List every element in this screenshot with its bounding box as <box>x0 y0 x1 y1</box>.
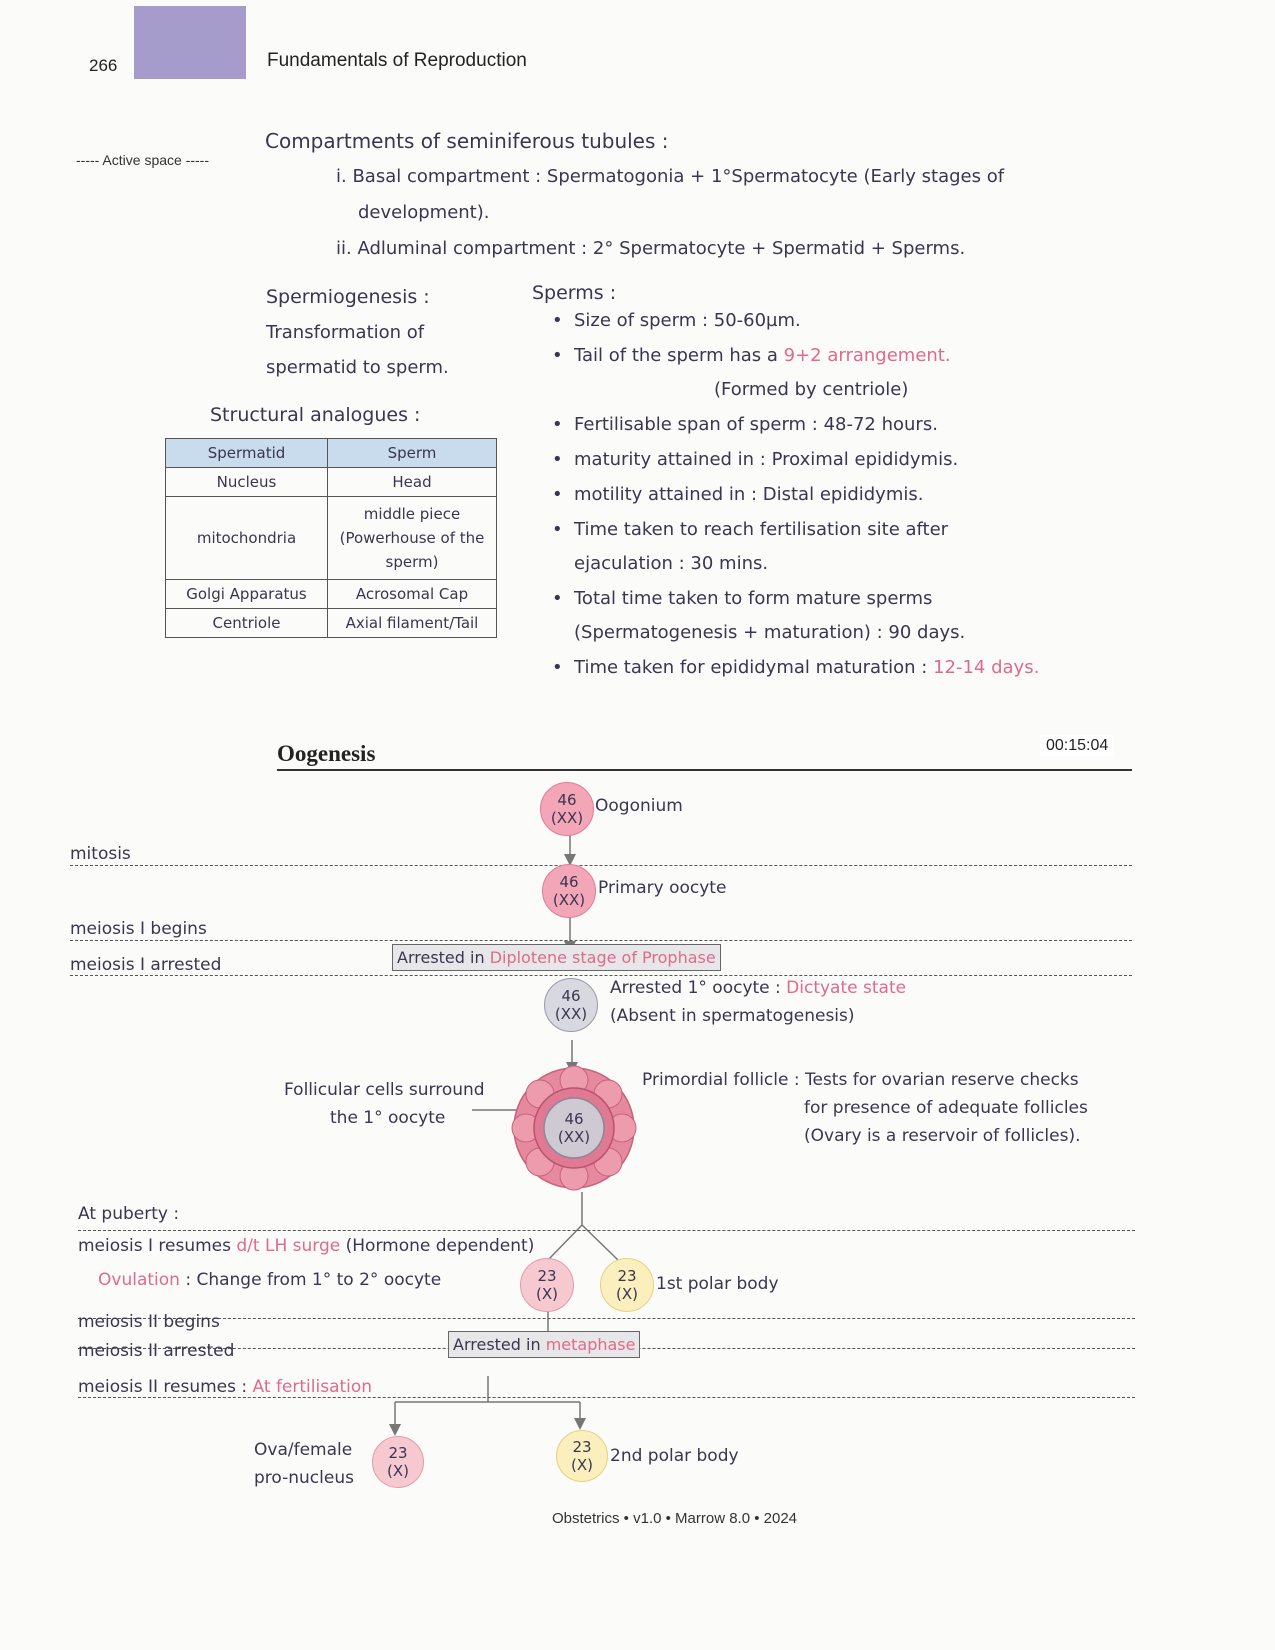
video-timestamp[interactable]: 00:15:04 <box>1040 735 1114 757</box>
meiosis1-arrested-line <box>70 975 1132 976</box>
polar-body-2-cell: 23 (X) <box>556 1430 608 1482</box>
primordial-follicle-label: Primordial follicle : Tests for ovarian reserve checks <box>642 1070 1079 1090</box>
basal-compartment: i. Basal compartment : Spermatogonia + 1°Spermatocyte (Early stages of <box>336 166 1005 187</box>
stage-meiosis1-begins: meiosis I begins <box>70 919 207 939</box>
stage-at-puberty: At puberty : <box>78 1204 180 1224</box>
metaphase-arrest-box: Arrested in metaphase <box>448 1331 640 1358</box>
analogues-title: Structural analogues : <box>210 404 421 426</box>
primary-oocyte-cell: 46 (XX) <box>542 864 596 918</box>
ova-cell: 23 (X) <box>372 1436 424 1488</box>
table-cell: middle piece (Powerhouse of the sperm) <box>328 497 497 580</box>
ova-label: Ova/female <box>254 1440 353 1460</box>
table-cell: mitochondria <box>166 497 328 580</box>
meiosis2-begins-line <box>78 1318 1135 1319</box>
table-cell: Head <box>328 468 497 497</box>
polar-body-1-cell: 23 (X) <box>600 1258 654 1312</box>
puberty-line <box>78 1230 1135 1231</box>
primordial-follicle-note: for presence of adequate follicles <box>804 1098 1088 1118</box>
stage-meiosis2-begins: meiosis II begins <box>78 1312 220 1332</box>
primordial-follicle-note-2: (Ovary is a reservoir of follicles). <box>804 1126 1081 1146</box>
stage-meiosis2-arrested: meiosis II arrested <box>78 1341 235 1361</box>
oogonium-cell: 46 (XX) <box>540 782 594 836</box>
list-item: • Time taken for epididymal maturation : 12-14 days. <box>552 657 1112 679</box>
spermiogenesis-line1: Transformation of <box>266 322 425 343</box>
compartments-title: Compartments of seminiferous tubules : <box>265 129 669 153</box>
polar-body-1-label: 1st polar body <box>656 1274 779 1294</box>
arrested-oocyte-label: Arrested 1° oocyte : Dictyate state <box>610 978 907 998</box>
table-cell: Nucleus <box>166 468 328 497</box>
polar-body-2-label: 2nd polar body <box>610 1446 739 1466</box>
margin-note: ----- Active space ----- <box>76 152 209 168</box>
meiosis1-begins-line <box>70 940 1132 941</box>
list-item: • Total time taken to form mature sperms (Spermatogenesis + maturation) : 90 days. <box>552 588 1112 644</box>
stage-ovulation: Ovulation : Change from 1° to 2° oocyte <box>98 1270 442 1290</box>
arrested-oocyte-note: (Absent in spermatogenesis) <box>610 1006 855 1026</box>
arrested-oocyte-cell: 46 (XX) <box>544 978 598 1032</box>
list-item: • Tail of the sperm has a 9+2 arrangement. (Formed by centriole) <box>552 345 1112 401</box>
stage-meiosis1-arrested: meiosis I arrested <box>70 955 222 975</box>
table-cell: Centriole <box>166 609 328 638</box>
page-number: 266 <box>89 56 118 75</box>
page-footer: Obstetrics • v1.0 • Marrow 8.0 • 2024 <box>552 1510 798 1527</box>
list-item: • Fertilisable span of sperm : 48-72 hours. <box>552 414 1112 436</box>
spermiogenesis-title: Spermiogenesis : <box>266 286 430 308</box>
follicular-cells-label-2: the 1° oocyte <box>330 1108 446 1128</box>
oogonium-label: Oogonium <box>595 796 683 816</box>
secondary-oocyte-cell: 23 (X) <box>520 1258 574 1312</box>
table-header: Sperm <box>328 439 497 468</box>
table-cell: Acrosomal Cap <box>328 580 497 609</box>
stage-mitosis: mitosis <box>70 844 131 864</box>
mitosis-line <box>70 865 1132 866</box>
follicular-cells-label: Follicular cells surround <box>284 1080 485 1100</box>
ova-label-2: pro-nucleus <box>254 1468 354 1488</box>
table-cell: Golgi Apparatus <box>166 580 328 609</box>
meiosis2-resumes-line <box>78 1397 1135 1398</box>
table-cell: Axial filament/Tail <box>328 609 497 638</box>
list-item: • maturity attained in : Proximal epididymis. <box>552 449 1112 471</box>
adluminal-compartment: ii. Adluminal compartment : 2° Spermatocyte + Spermatid + Sperms. <box>336 238 966 259</box>
sperms-title: Sperms : <box>532 282 617 304</box>
table-header: Spermatid <box>166 439 328 468</box>
list-item: • motility attained in : Distal epididymis. <box>552 484 1112 506</box>
list-item: • Size of sperm : 50-60µm. <box>552 310 1112 332</box>
basal-compartment-cont: development). <box>358 202 490 223</box>
stage-meiosis1-resumes: meiosis I resumes d/t LH surge (Hormone dependent) <box>78 1236 535 1256</box>
primary-oocyte-label: Primary oocyte <box>598 878 727 898</box>
stage-meiosis2-resumes: meiosis II resumes : At fertilisation <box>78 1377 373 1397</box>
book-title: Fundamentals of Reproduction <box>267 50 527 71</box>
spermiogenesis-line2: spermatid to sperm. <box>266 357 449 378</box>
diplotene-arrest-box: Arrested in Diplotene stage of Prophase <box>392 944 721 971</box>
follicle-oocyte-label: 46 (XX) <box>557 1110 591 1146</box>
oogenesis-title: Oogenesis <box>277 741 376 766</box>
list-item: • Time taken to reach fertilisation site after ejaculation : 30 mins. <box>552 519 1112 575</box>
